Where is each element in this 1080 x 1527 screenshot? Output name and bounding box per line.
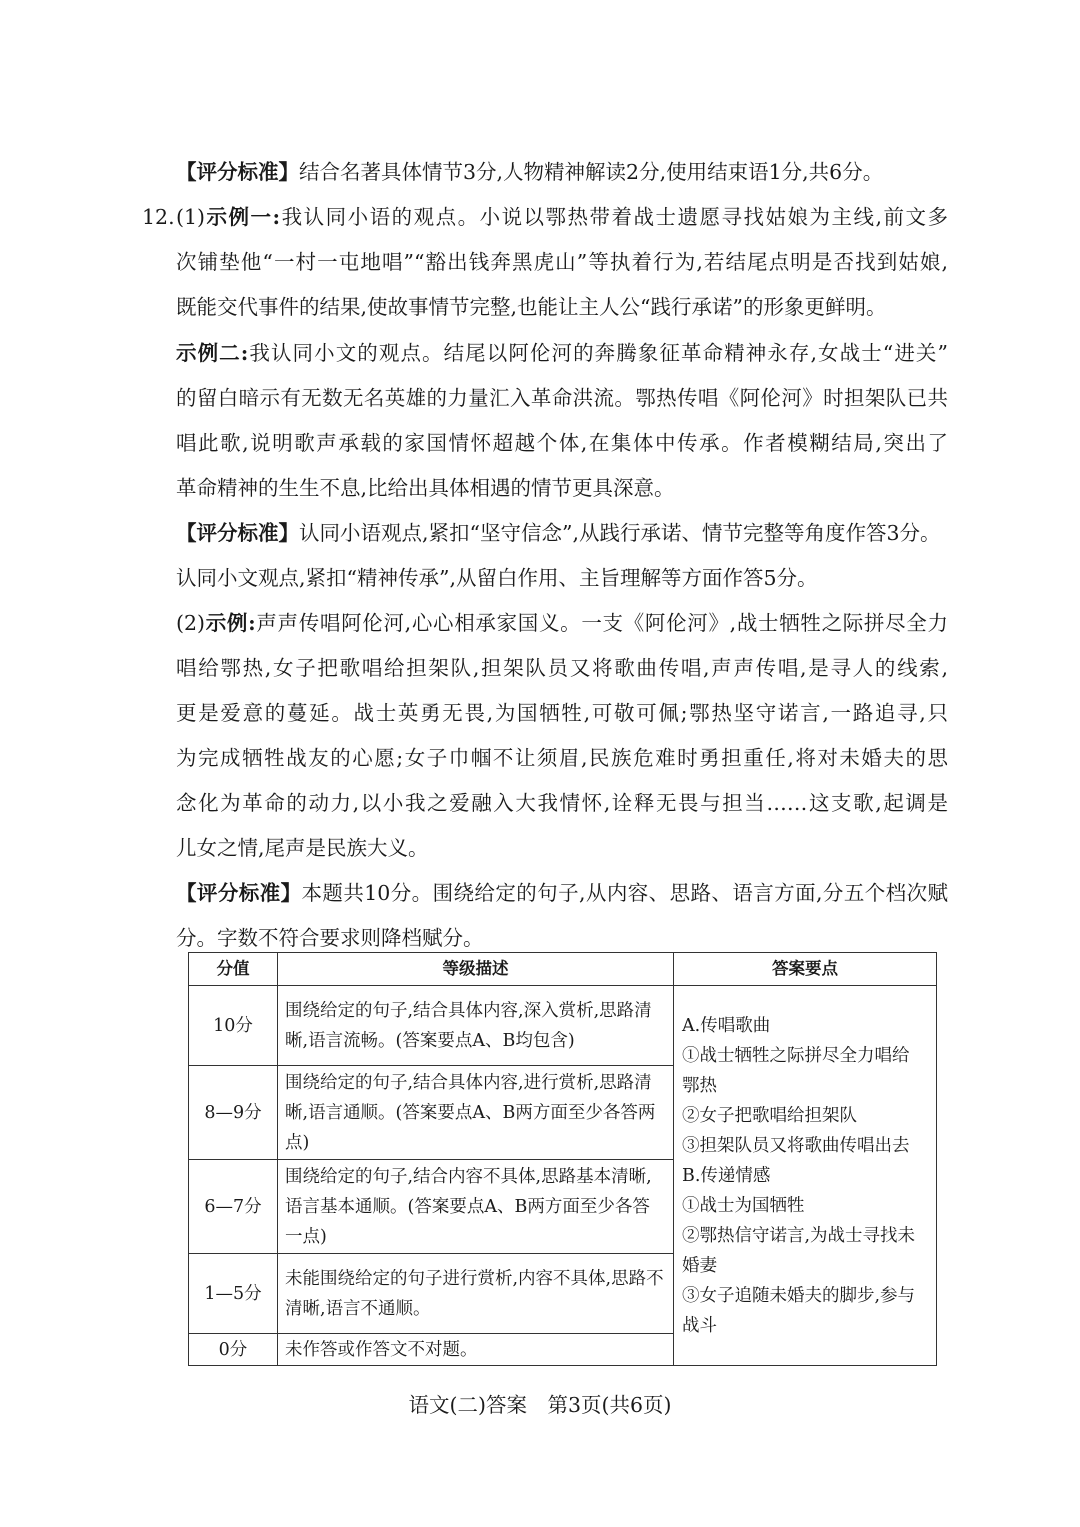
table-header-row <box>189 953 937 986</box>
example-1-line-2: 次铺垫他“一村一屯地唱”“豁出钱奔黑虎山”等执着行为,若结尾点明是否找到姑娘, <box>176 250 948 274</box>
rubric-2-label: 【评分标准】 <box>176 881 302 905</box>
rubric-1-label: 【评分标准】 <box>176 521 299 545</box>
score-cell: 1—5分 <box>189 1254 278 1334</box>
key-point: ③女子追随未婚夫的脚步,参与 <box>682 1285 916 1306</box>
example-1-line-3: 既能交代事件的结果,使故事情节完整,也能让主人公“践行承诺”的形象更鲜明。 <box>176 295 887 319</box>
rubric-2-line-1 <box>176 878 948 908</box>
key-point: 婚妻 <box>682 1255 717 1276</box>
example-1-label: 示例一: <box>205 205 281 229</box>
key-point: ①战士牺牲之际拼尽全力唱给 <box>682 1045 910 1066</box>
example-3-label: 示例: <box>205 611 256 635</box>
description-cell: 围绕给定的句子,结合内容不具体,思路基本清晰,语言基本通顺。(答案要点A、B两方面至少各答一点) <box>278 1160 674 1254</box>
header-description: 等级描述 <box>278 953 674 986</box>
rubric-1-line-2: 认同小文观点,紧扣“精神传承”,从留白作用、主旨理解等方面作答5分。 <box>176 566 818 590</box>
description-cell: 围绕给定的句子,结合具体内容,进行赏析,思路清晰,语言通顺。(答案要点A、B两方面至少各答两点) <box>278 1066 674 1160</box>
description-cell: 未能围绕给定的句子进行赏析,内容不具体,思路不清晰,语言不通顺。 <box>278 1254 674 1334</box>
rubric-1-text: 认同小语观点,紧扣“坚守信念”,从践行承诺、情节完整等角度作答3分。 <box>299 521 941 545</box>
example-1-line-1 <box>176 202 948 232</box>
key-point: ②女子把歌唱给担架队 <box>682 1105 857 1126</box>
key-point: 鄂热 <box>682 1075 717 1096</box>
header-key-points: 答案要点 <box>674 953 937 986</box>
rubric-1-line-1 <box>176 518 948 548</box>
example-2-line-3: 唱此歌,说明歌声承载的家国情怀超越个体,在集体中传承。作者模糊结局,突出了 <box>176 431 948 455</box>
example-1-text: 我认同小语的观点。小说以鄂热带着战士遗愿寻找姑娘为主线,前文多 <box>280 205 948 229</box>
example-3-line-3: 更是爱意的蔓延。战士英勇无畏,为国牺牲,可敬可佩;鄂热坚守诺言,一路追寻,只 <box>176 701 948 725</box>
key-point: 战斗 <box>682 1315 717 1336</box>
score-cell: 6—7分 <box>189 1160 278 1254</box>
rubric-label: 【评分标准】 <box>176 160 299 184</box>
part-1-label: (1) <box>176 205 206 229</box>
score-cell: 8—9分 <box>189 1066 278 1160</box>
part-2-label: (2) <box>176 611 206 635</box>
key-points-cell <box>674 986 937 1366</box>
example-2-text: 我认同小文的观点。结尾以阿伦河的奔腾象征革命精神永存,女战士“进关” <box>248 341 948 365</box>
rubric-line-prev <box>176 157 948 187</box>
example-3-line-5: 念化为革命的动力,以小我之爱融入大我情怀,诠释无畏与担当……这支歌,起调是 <box>176 791 948 815</box>
example-3-line-2: 唱给鄂热,女子把歌唱给担架队,担架队员又将歌曲传唱,声声传唱,是寻人的线索, <box>176 656 948 680</box>
score-cell: 10分 <box>189 986 278 1066</box>
example-2-line-2: 的留白暗示有无数无名英雄的力量汇入革命洪流。鄂热传唱《阿伦河》时担架队已共 <box>176 386 948 410</box>
example-3-line-4: 为完成牺牲战友的心愿;女子巾帼不让须眉,民族危难时勇担重任,将对未婚夫的思 <box>176 746 948 770</box>
example-3-line-6: 儿女之情,尾声是民族大义。 <box>176 836 429 860</box>
example-3-line-1 <box>176 608 948 638</box>
example-2-line-4: 革命精神的生生不息,比给出具体相遇的情节更具深意。 <box>176 476 675 500</box>
example-2-line-1 <box>176 338 948 368</box>
score-cell: 0分 <box>189 1334 278 1366</box>
key-point: ②鄂热信守诺言,为战士寻找未 <box>682 1225 916 1246</box>
header-score: 分值 <box>189 953 278 986</box>
description-cell: 未作答或作答文不对题。 <box>278 1334 674 1366</box>
key-point: ③担架队员又将歌曲传唱出去 <box>682 1135 910 1156</box>
key-point: A.传唱歌曲 <box>682 1015 771 1036</box>
question-number: 12. <box>142 205 175 229</box>
example-3-text: 声声传唱阿伦河,心心相承家国义。一支《阿伦河》,战士牺牲之际拼尽全力 <box>255 611 948 635</box>
key-point: ①战士为国牺牲 <box>682 1195 805 1216</box>
example-2-label: 示例二: <box>176 341 249 365</box>
rubric-2-text: 本题共10分。围绕给定的句子,从内容、思路、语言方面,分五个档次赋 <box>301 881 948 905</box>
rubric-2-line-2: 分。字数不符合要求则降档赋分。 <box>176 926 484 950</box>
table-row <box>189 986 937 1066</box>
description-cell: 围绕给定的句子,结合具体内容,深入赏析,思路清晰,语言流畅。(答案要点A、B均包含) <box>278 986 674 1066</box>
page-footer: 语文(二)答案 第3页(共6页) <box>408 1393 672 1417</box>
grading-table <box>188 952 937 1366</box>
rubric-text: 结合名著具体情节3分,人物精神解读2分,使用结束语1分,共6分。 <box>299 160 884 184</box>
key-point: B.传递情感 <box>682 1165 771 1186</box>
